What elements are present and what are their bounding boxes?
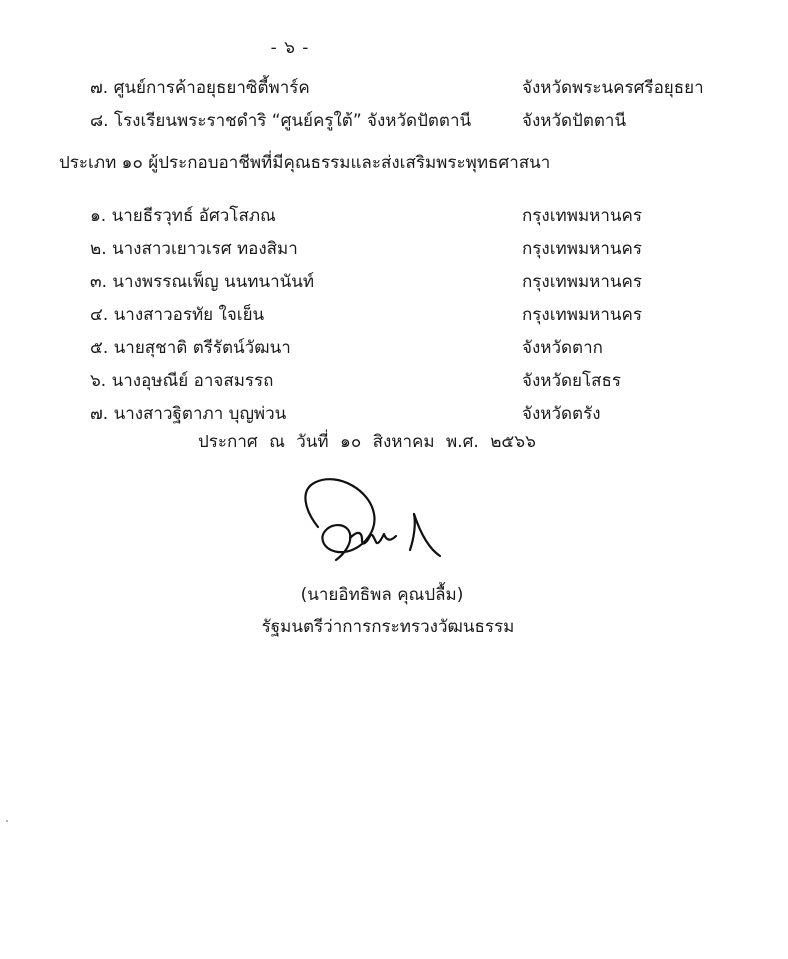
list-item [0,267,788,297]
signatory-title: รัฐมนตรีว่าการกระทรวงวัฒนธรรม [261,617,515,637]
item-location: กรุงเทพมหานคร [522,206,643,226]
item-location: กรุงเทพมหานคร [522,239,643,259]
list-item [0,333,788,363]
item-name: ๗. นางสาวฐิตาภา บุญพ่วน [90,404,287,424]
item-location: กรุงเทพมหานคร [522,272,643,292]
item-name: ๓. นางพรรณเพ็ญ นนทนานันท์ [90,272,315,292]
item-name: ๑. นายธีรวุทธ์ อัศวโสภณ [90,206,276,226]
signatory-name: (นายอิทธิพล คุณปลื้ม) [300,585,464,605]
signature-image [288,472,468,582]
item-name: ๖. นางอุษณีย์ อาจสมรรถ [90,371,274,391]
page-number: - ๖ - [270,38,310,58]
list-item [0,201,788,231]
item-location: จังหวัดตาก [522,338,603,358]
item-location: จังหวัดยโสธร [522,371,622,391]
category-heading: ประเภท ๑๐ ผู้ประกอบอาชีพที่มีคุณธรรมและส่งเสริมพระพุทธศาสนา [59,153,551,173]
list-item [0,366,788,396]
item-name: ๔. นางสาวอรทัย ใจเย็น [90,305,265,325]
item-location: จังหวัดตรัง [522,404,601,424]
item-name: ๘. โรงเรียนพระราชดำริ “ศูนย์ครูใต้” จังหวัดปัตตานี [90,111,472,131]
list-item [0,73,788,103]
list-item [0,399,788,429]
item-name: ๗. ศูนย์การค้าอยุธยาซิตี้พาร์ค [90,78,310,98]
item-location: กรุงเทพมหานคร [522,305,643,325]
list-item [0,234,788,264]
item-location: จังหวัดปัตตานี [522,111,627,131]
list-item [0,106,788,136]
item-location: จังหวัดพระนครศรีอยุธยา [522,78,704,98]
scan-speck [6,820,8,822]
item-name: ๒. นางสาวเยาวเรศ ทองสิมา [90,239,298,259]
announcement-date: ประกาศ ณ วันที่ ๑๐ สิงหาคม พ.ศ. ๒๕๖๖ [198,432,536,452]
list-item [0,300,788,330]
item-name: ๕. นายสุชาติ ตรีรัตน์วัฒนา [90,338,291,358]
